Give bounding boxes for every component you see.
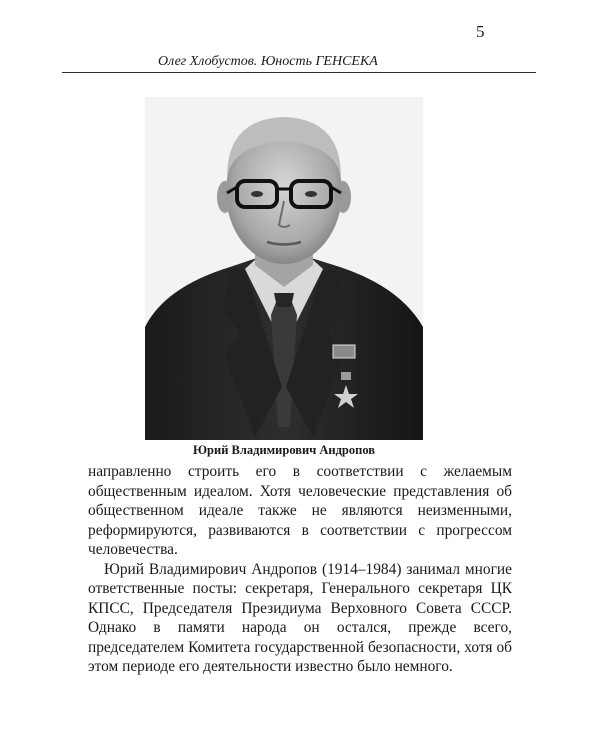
photo-caption: Юрий Владимирович Андропов xyxy=(192,443,376,457)
paragraph-1: направленно строить его в соответствии с желаемым общественным идеалом. Хотя человеческие представления об общественном идеале также не являются неизменными, реформируются, развиваются в соответствии с прогрессом человечества. xyxy=(88,463,512,558)
portrait-photo xyxy=(145,97,423,440)
portrait-illustration xyxy=(145,97,423,440)
page-number: 5 xyxy=(476,22,485,41)
running-head xyxy=(62,54,536,73)
running-head-title: Олег Хлобустов. Юность ГЕНСЕКА xyxy=(158,54,378,69)
paragraph-2: Юрий Владимирович Андропов (1914–1984) занимал многие ответственные посты: секретаря, Генерального секретаря ЦК КПСС, Председателя Президиума Верховного Совета СССР. Однако в памяти народа он остался, прежде всего, председателем Комитета государственной безопасности, хотя об этом периоде его деятельности известно было немного. xyxy=(88,560,512,675)
body-text xyxy=(88,462,512,677)
